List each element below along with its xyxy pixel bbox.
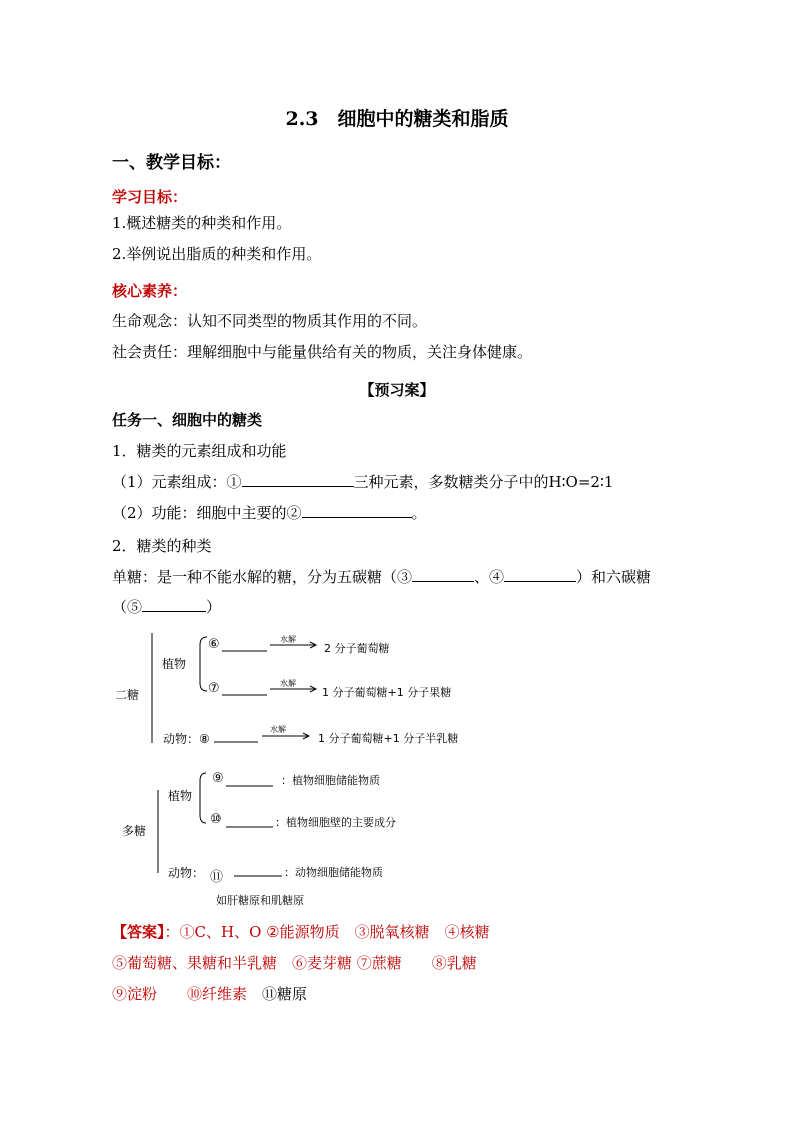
desc-11: ：动物细胞储能物质 — [284, 866, 383, 879]
product-7: 1 分子葡萄糖+1 分子果糖 — [322, 686, 452, 699]
answer-text-1: ①C、H、O ②能源物质 ③脱氧核糖 ④核糖 — [179, 923, 490, 941]
blank-11-marker: ⑪ — [210, 870, 224, 885]
task1-point2: 2．糖类的种类 — [112, 537, 212, 555]
page-title: 2.3 细胞中的糖类和脂质 — [285, 108, 509, 130]
plant-label-2: 植物 — [168, 789, 193, 803]
monosaccharide-line — [112, 566, 651, 587]
answer-text-3b: ⑪糖原 — [262, 985, 308, 1003]
task1-heading: 任务一、细胞中的糖类 — [112, 411, 263, 429]
mono-text-d: （⑤ — [112, 598, 143, 616]
product-8: 1 分子葡萄糖+1 分子半乳糖 — [318, 732, 459, 745]
core-item: 社会责任：理解细胞中与能量供给有关的物质，关注身体健康。 — [112, 343, 533, 361]
blank-7-marker: ⑦ — [208, 681, 220, 696]
animal-label-8: 动物：⑧ — [163, 732, 210, 746]
desc-10: ：植物细胞壁的主要成分 — [275, 816, 396, 829]
mono-text-b: 、④ — [474, 568, 505, 586]
core-literacy-title: 核心素养： — [112, 282, 188, 300]
task1-point1: 1．糖类的元素组成和功能 — [112, 442, 287, 460]
mono-text-c: ）和六碳糖 — [576, 568, 652, 586]
blank-1[interactable] — [242, 472, 354, 487]
answer-text-3a: ⑨淀粉 ⑩纤维素 — [112, 985, 263, 1003]
goal-item: 2.举例说出脂质的种类和作用。 — [112, 245, 322, 263]
product-6: 2 分子葡萄糖 — [324, 642, 390, 655]
blank-6-marker: ⑥ — [208, 637, 220, 652]
answer-colon: ： — [164, 923, 180, 941]
learning-goals-title: 学习目标： — [112, 188, 188, 206]
plant-label: 植物 — [162, 657, 187, 671]
answer-label: 【答案】 — [112, 923, 165, 941]
blank-2[interactable] — [302, 503, 412, 518]
mono-text-a: 单糖：是一种不能水解的糖，分为五碳糖（③ — [112, 568, 413, 586]
blank-9-marker: ⑨ — [212, 771, 224, 786]
hydrolysis-label: 水解 — [280, 679, 296, 688]
goal-item: 1.概述糖类的种类和作用。 — [112, 214, 292, 232]
core-item: 生命观念：认知不同类型的物质其作用的不同。 — [112, 312, 428, 330]
element-composition-line — [112, 471, 613, 492]
element-composition-suffix: 三种元素，多数糖类分子中的H∶O=2∶1 — [353, 473, 614, 491]
preview-heading: 【预习案】 — [359, 381, 435, 399]
blank-4[interactable] — [504, 567, 576, 582]
desc-11-example: 如肝糖原和肌糖原 — [216, 894, 304, 907]
answer-line-2: ⑤葡萄糖、果糖和半乳糖 ⑥麦芽糖 ⑦蔗糖 ⑧乳糖 — [112, 954, 477, 972]
mono-text-e: ） — [206, 598, 222, 616]
blank-5[interactable] — [142, 597, 206, 612]
desc-9: ：植物细胞储能物质 — [281, 774, 380, 787]
blank-3[interactable] — [412, 567, 474, 582]
disaccharide-label: 二糖 — [115, 688, 140, 702]
function-suffix: 。 — [411, 504, 427, 522]
answer-line-1 — [112, 921, 490, 942]
section-heading-objectives: 一、教学目标： — [112, 153, 231, 173]
polysaccharide-label: 多糖 — [122, 824, 147, 838]
element-composition-prefix: （1）元素组成：① — [112, 473, 242, 491]
hydrolysis-label: 水解 — [270, 725, 286, 734]
animal-label-2: 动物： — [168, 866, 205, 880]
answer-line-3 — [112, 983, 307, 1004]
function-line — [112, 502, 427, 523]
function-prefix: （2）功能：细胞中主要的② — [112, 504, 302, 522]
hydrolysis-label: 水解 — [280, 635, 296, 644]
blank-10-marker: ⑩ — [210, 812, 222, 827]
monosaccharide-line-2 — [112, 596, 221, 617]
